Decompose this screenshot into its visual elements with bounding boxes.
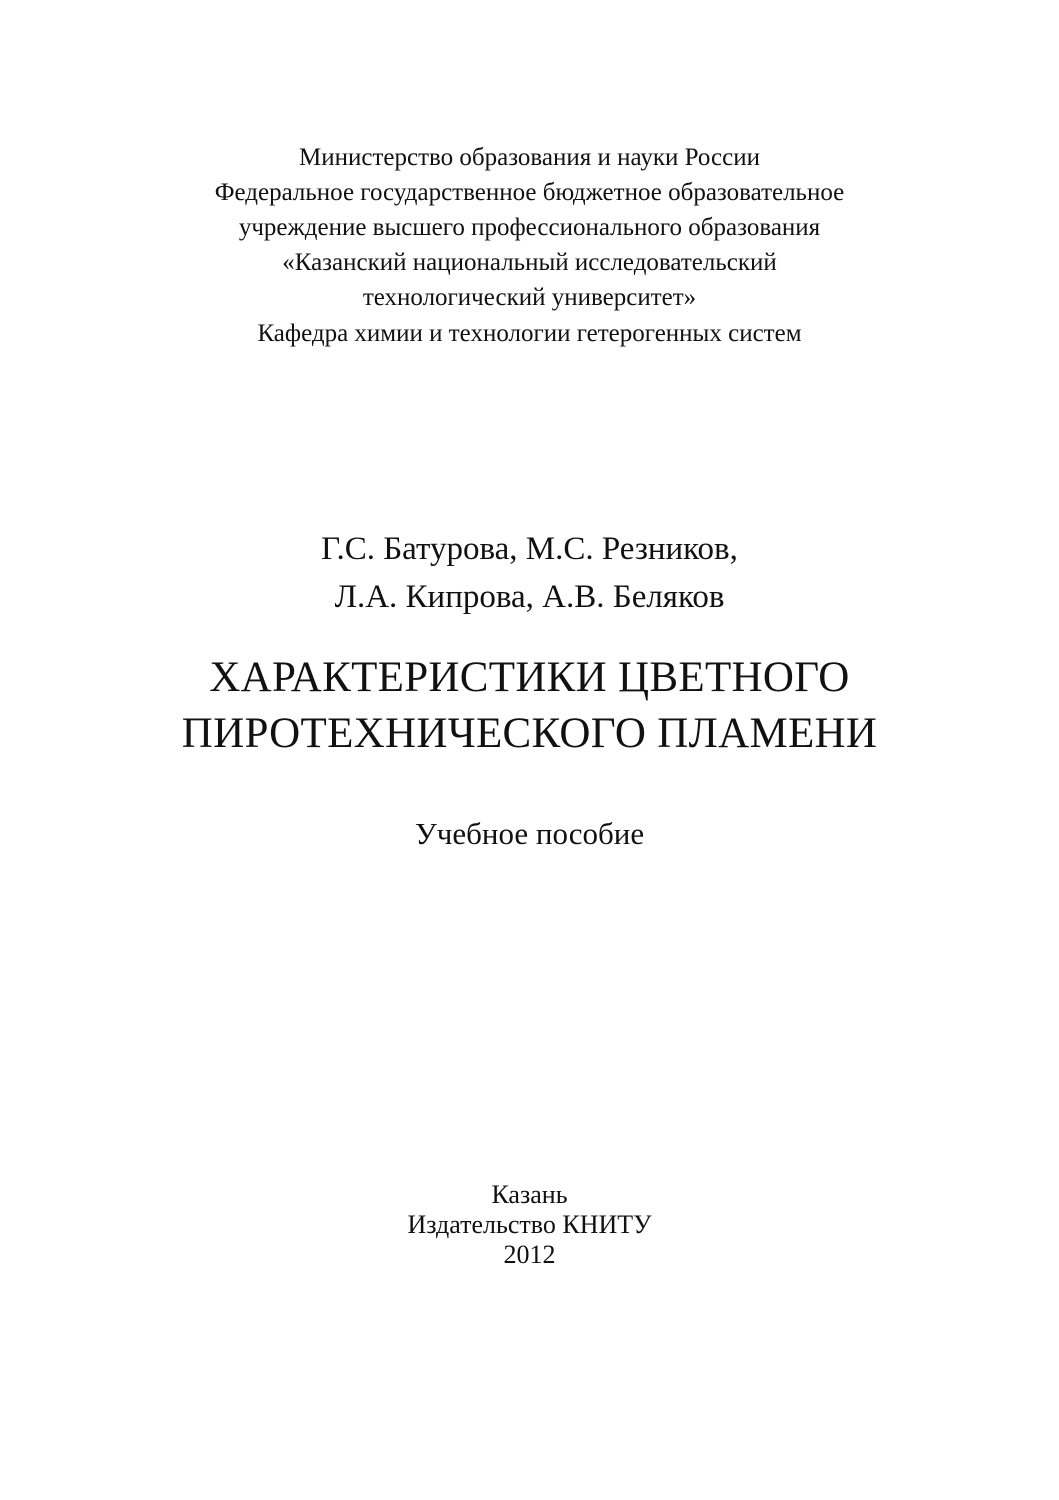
book-subtitle bbox=[0, 812, 1059, 856]
imprint-city: Казань bbox=[491, 1180, 568, 1209]
university-name-line-2: технологический университет» bbox=[362, 284, 697, 311]
imprint bbox=[0, 1180, 1059, 1270]
authors-line-1: Г.С. Батурова, М.С. Резников, bbox=[321, 531, 738, 567]
book-title-line-2: ПИРОТЕХНИЧЕСКОГО ПЛАМЕНИ bbox=[181, 710, 878, 757]
book-title bbox=[0, 650, 1059, 762]
authors bbox=[0, 525, 1059, 621]
department-name: Кафедра химии и технологии гетерогенных систем bbox=[257, 320, 802, 347]
authors-line-2: Л.А. Кипрова, А.В. Беляков bbox=[334, 579, 725, 615]
book-title-line-1: ХАРАКТЕРИСТИКИ ЦВЕТНОГО bbox=[209, 654, 850, 701]
book-type: Учебное пособие bbox=[414, 816, 645, 851]
imprint-publisher: Издательство КНИТУ bbox=[407, 1210, 652, 1239]
institution-header bbox=[0, 140, 1059, 315]
imprint-year: 2012 bbox=[503, 1240, 556, 1269]
ministry-line: Министерство образования и науки России bbox=[299, 144, 760, 171]
institution-line-1: Федеральное государственное бюджетное образовательное bbox=[214, 179, 845, 206]
university-name-line-1: «Казанский национальный исследовательский bbox=[282, 249, 777, 276]
department bbox=[0, 316, 1059, 351]
institution-line-2: учреждение высшего профессионального образования bbox=[238, 214, 821, 241]
